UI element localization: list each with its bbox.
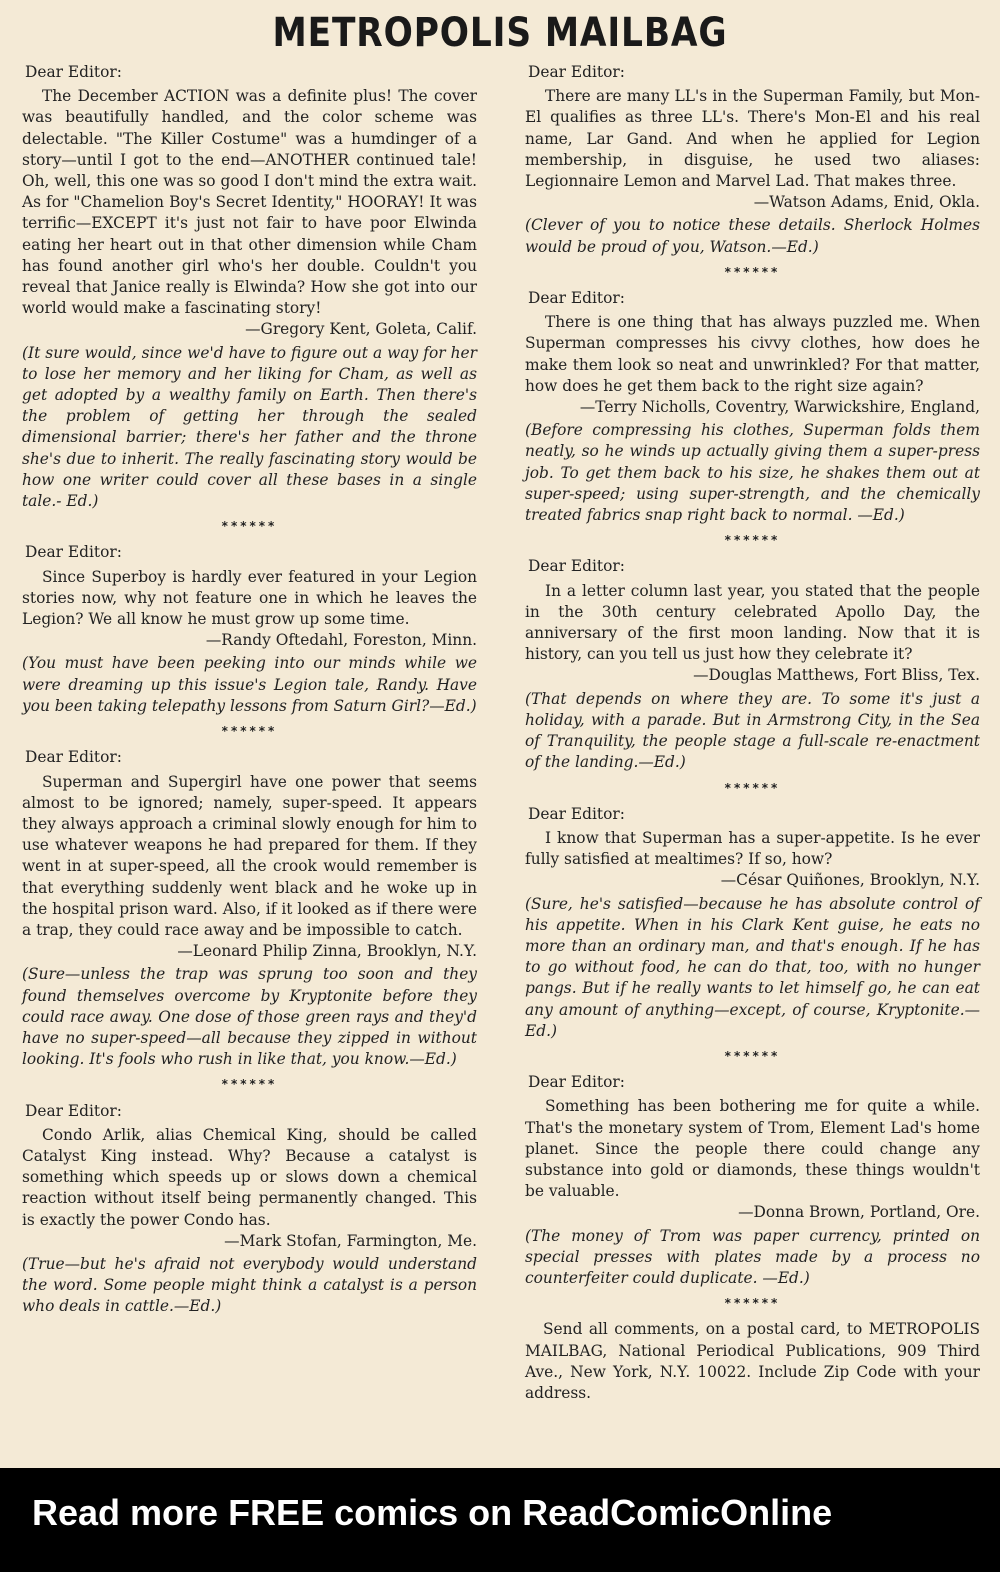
separator: ****** [724,1048,781,1063]
letter-greeting: Dear Editor: [25,63,122,81]
letter-greeting: Dear Editor: [25,1101,122,1120]
letter-greeting: Dear Editor: [528,557,625,576]
editor-reply: (You must have been peeking into our minds while we were dreaming up this issue's Legion tale, Randy. Have you been taking telepathy lessons from Saturn Girl?—Ed.) [22,654,477,715]
editor-reply: (Sure—unless the trap was sprung too soon and they found themselves overcome by Kryptonite before they could race away. One dose of those green rays and they'd have no super-speed—all because they zipped in without looking. It's fools who rush in like that, you know.—Ed.) [22,965,477,1069]
letter-body: The December ACTION was a definite plus! The cover was beautifully handled, and the color scheme was delectable. "The Killer Costume" was a humdinger of a story—until I got to the end—ANOTHER continued tale! Oh, well, this one was so good I don't mind the extra wait. As for "Chamelion Boy's Secret Identity," HOORAY! It was terrific—EXCEPT it's just not fair to have poor Elwinda eating her heart out in that other dimension while Cham has found another girl who's her double. Couldn't you reveal that Janice really is Elwinda? How she got into our world would make a fascinating story! [22,87,477,318]
letter-greeting: Dear Editor: [528,289,625,308]
letter-body: I know that Superman has a super-appetite. Is he ever fully satisfied at mealtimes? If so, how? [525,828,980,869]
letter-greeting: Dear Editor: [25,543,122,562]
letter-body: Superman and Supergirl have one power that seems almost to be ignored; namely, super-speed. It appears they always approach a criminal slowly enough for him to use whatever weapons he had prepared for them. If they went in at super-speed, all the crook would remember is that everything suddenly went black and he woke up in the hospital prison ward. Also, if it looked as if there were a trap, they could race away and be impossible to catch. [22,772,477,939]
separator: ****** [724,264,781,279]
letter-greeting: Dear Editor: [528,63,625,81]
letter [525,1072,980,1289]
letter-signature: —Leonard Philip Zinna, Brooklyn, N.Y. [177,942,477,961]
letter [525,556,980,773]
letter-body: There is one thing that has always puzzled me. When Superman compresses his civvy clothes, how does he make them look so neat and unwrinkled? For that matter, how does he get them back to the right size again? [525,313,980,395]
letter [525,804,980,1042]
separator: ****** [221,1077,278,1092]
submission-notice: Send all comments, on a postal card, to METROPOLIS MAILBAG, National Periodical Publications, 909 Third Ave., New York, N.Y. 10022. Include Zip Code with your address. [525,1320,980,1402]
separator: ****** [724,1296,781,1311]
letter-greeting: Dear Editor: [528,804,625,823]
letter-signature: —Douglas Matthews, Fort Bliss, Tex. [693,666,980,685]
editor-reply: (It sure would, since we'd have to figure out a way for her to lose her memory and her liking for Cham, as well as get adopted by a wealthy family on Earth. Then there's the problem of getting her through the sealed dimensional barrier; there's her father and the throne she's due to inherit. The really fascinating story would be how one writer could cover all these bases in a single tale.- Ed.) [22,343,477,511]
letter-body: There are many LL's in the Superman Family, but Mon-El qualifies as three LL's. There's Mon-El and his real name, Lar Gand. And when he applied for Legion membership, in disguise, he used two aliases: Legionnaire Lemon and Marvel Lad. That makes three. [525,87,980,191]
letter-signature: —Mark Stofan, Farmington, Me. [224,1231,477,1250]
letter [22,747,477,1070]
separator: ****** [221,519,278,534]
letter-signature: —Randy Oftedahl, Foreston, Minn. [205,631,477,650]
letter [22,542,477,717]
page-title: METROPOLIS MAILBAG [272,10,728,56]
letter [22,1101,477,1318]
letter-signature: —Watson Adams, Enid, Okla. [753,193,980,212]
left-column [22,62,477,1322]
letter-body: In a letter column last year, you stated that the people in the 30th century celebrated Apollo Day, the anniversary of the first moon landing. Now that it is history, can you tell us just how they celebrate it? [525,581,980,664]
editor-reply: (The money of Trom was paper currency, printed on special presses with plates made by a process no counterfeiter could duplicate. —Ed.) [525,1226,980,1287]
letter-greeting: Dear Editor: [528,1073,625,1092]
letter [525,62,980,258]
letter-signature: —César Quiñones, Brooklyn, N.Y. [720,871,980,890]
letter-body: Something has been bothering me for quite a while. That's the monetary system of Trom, Element Lad's home planet. Since the people there could change any substance into gold or diamonds, these things wouldn't be valuable. [525,1097,980,1201]
editor-reply: (Before compressing his clothes, Superman folds them neatly, so he winds up actually giving them a super-press job. To get them back to his size, he shakes them out at super-speed; using super-strength, and the chemically treated fabrics snap right back to normal. —Ed.) [525,421,980,525]
separator: ****** [724,533,781,548]
right-column [525,62,980,1404]
letter-signature: —Donna Brown, Portland, Ore. [738,1203,980,1222]
footer-banner [0,1468,1000,1572]
letter-signature: —Gregory Kent, Goleta, Calif. [245,320,477,339]
letter-body: Condo Arlik, alias Chemical King, should be called Catalyst King instead. Why? Because a catalyst is something which speeds up or slows down a chemical reaction without itself being permanently changed. This is exactly the power Condo has. [22,1125,477,1229]
separator: ****** [221,724,278,739]
editor-reply: (Sure, he's satisfied—because he has absolute control of his appetite. When in his Clark Kent guise, he eats no more than an ordinary man, and that's enough. If he has to go without food, he can do that, too, with no hunger pangs. But if he really wants to let himself go, he can eat any amount of anything—except, of course, Kryptonite.—Ed.) [525,894,980,1040]
editor-reply: (Clever of you to notice these details. Sherlock Holmes would be proud of you, Watson.—Ed.) [525,216,980,256]
letter-signature: —Terry Nicholls, Coventry, Warwickshire, England, [579,398,980,417]
banner-text: Read more FREE comics on ReadComicOnline [32,1492,833,1533]
letter-body: Since Superboy is hardly ever featured in your Legion stories now, why not feature one in which he leaves the Legion? We all know he must grow up some time. [22,567,477,629]
letter-greeting: Dear Editor: [25,748,122,767]
editor-reply: (That depends on where they are. To some it's just a holiday, with a parade. But in Armstrong City, in the Sea of Tranquility, the people stage a full-scale re-enactment of the landing.—Ed.) [525,689,980,772]
editor-reply: (True—but he's afraid not everybody would understand the word. Some people might think a catalyst is a person who deals in cattle.—Ed.) [22,1254,477,1316]
separator: ****** [724,780,781,795]
letter [525,288,980,526]
letter [22,62,477,512]
